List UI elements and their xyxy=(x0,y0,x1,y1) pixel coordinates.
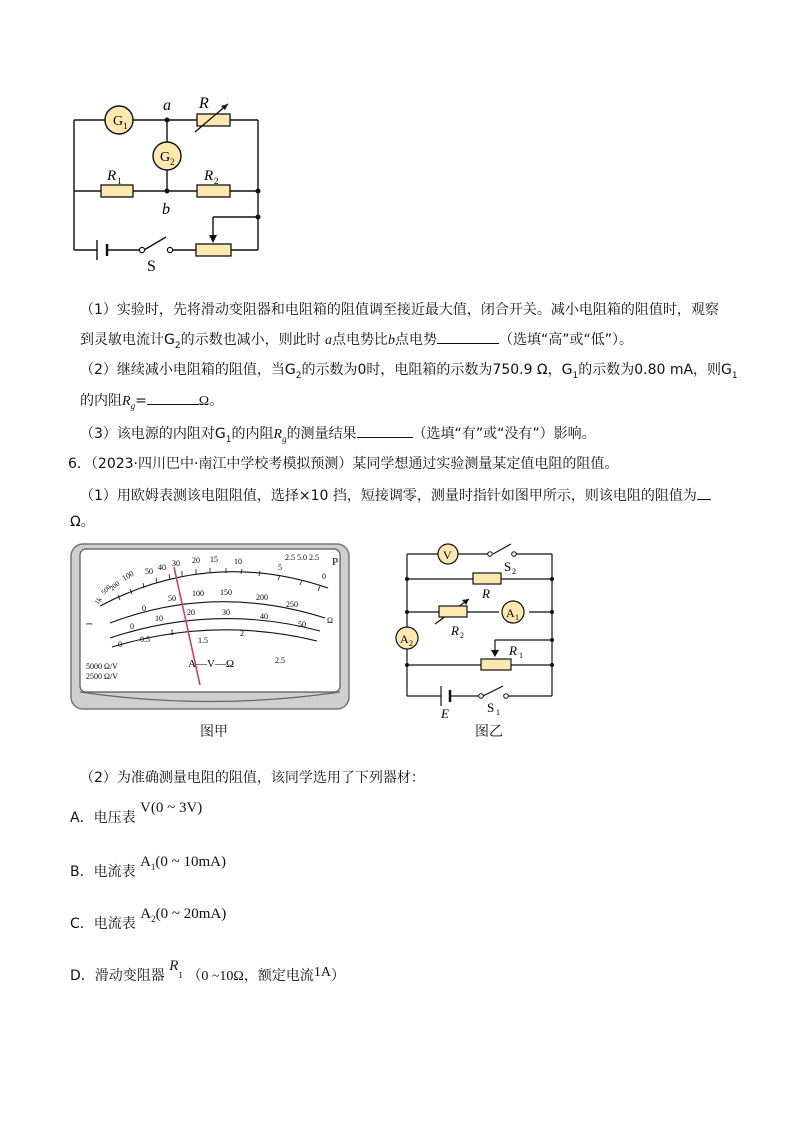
svg-text:0: 0 xyxy=(142,604,146,613)
node-b-label: b xyxy=(162,201,170,218)
svg-text:150: 150 xyxy=(220,588,232,597)
svg-text:2.5 5.0 2.5: 2.5 5.0 2.5 xyxy=(285,553,319,562)
svg-text:2: 2 xyxy=(214,176,219,186)
svg-text:Ω: Ω xyxy=(327,616,333,625)
meter-model: A—V—Ω xyxy=(188,658,235,670)
answer-blank[interactable] xyxy=(697,485,711,500)
circuit-diagram-bridge xyxy=(60,90,280,275)
svg-text:0.5: 0.5 xyxy=(140,635,150,644)
svg-text:1: 1 xyxy=(117,176,122,186)
svg-text:2: 2 xyxy=(240,629,244,638)
g2-label: G xyxy=(160,150,171,165)
q6-part1-unit: Ω。 xyxy=(70,514,95,530)
resistor-r2 xyxy=(197,185,230,197)
svg-text:250: 250 xyxy=(286,600,298,609)
svg-text:R: R xyxy=(482,586,490,601)
svg-text:1: 1 xyxy=(519,651,523,660)
svg-text:10: 10 xyxy=(155,614,163,623)
option-b: B．电流表 $A_1(0$ ~ 10mA) xyxy=(70,854,227,880)
resistor-box-r2 xyxy=(439,606,467,617)
svg-text:100: 100 xyxy=(192,589,204,598)
svg-text:20: 20 xyxy=(187,608,195,617)
svg-text:S: S xyxy=(504,559,512,574)
slide-rheostat-r1 xyxy=(481,659,511,670)
p-label: P xyxy=(332,556,339,568)
node-a-label: a xyxy=(163,97,171,114)
slide-rheostat xyxy=(196,244,231,256)
svg-text:1: 1 xyxy=(170,628,174,637)
option-a: A．电压表 V(0 ~ 3V) xyxy=(70,800,203,826)
svg-text:20: 20 xyxy=(192,556,200,565)
svg-text:2: 2 xyxy=(460,631,464,640)
q2-line2: 的内阻$R_g= \Omega$。 xyxy=(80,390,223,416)
svg-text:30: 30 xyxy=(222,608,230,617)
svg-text:50: 50 xyxy=(145,567,153,576)
svg-text:1.5: 1.5 xyxy=(198,636,208,645)
svg-text:10: 10 xyxy=(234,557,242,566)
option-d: D．滑动变阻器 $R_1$ （0 ~10Ω，额定电流1A） xyxy=(70,958,345,984)
svg-text:A: A xyxy=(506,606,515,620)
option-c: C．电流表 $A_2(0$ ~ 20mA) xyxy=(70,906,227,932)
q6-part2: （2）为准确测量电阻的阻值，该同学选用了下列器材： xyxy=(80,770,425,786)
q6-part1: （1）用欧姆表测该电阻阻值，选择×10 挡，短接调零，测量时指针如图甲所示，则该电阻的阻值为 xyxy=(80,485,711,506)
fig2-caption: 图乙 xyxy=(475,724,503,740)
svg-text:2: 2 xyxy=(512,567,516,576)
svg-text:1: 1 xyxy=(515,613,519,622)
svg-text:0: 0 xyxy=(130,622,134,631)
svg-text:40: 40 xyxy=(260,612,268,621)
svg-text:100: 100 xyxy=(120,568,136,583)
svg-text:40: 40 xyxy=(158,563,166,572)
svg-text:0: 0 xyxy=(118,640,122,649)
r-label: R xyxy=(199,95,209,112)
answer-blank[interactable] xyxy=(437,329,499,344)
svg-text:2: 2 xyxy=(170,157,175,167)
g1-label: G xyxy=(113,114,124,129)
q6-heading: 6．（2023·四川巴中·南江中学校考模拟预测）某同学想通过实验测量某定值电阻的阻值。 xyxy=(68,456,619,472)
q2-line1: （2）继续减小电阻箱的阻值，当$G_2$的示数为0时，电阻箱的示数为750.9 Ω，$G_1$的示数为0.80 mA，则$G_1$ xyxy=(80,362,738,381)
svg-text:50: 50 xyxy=(298,620,306,629)
q3-line: （3）该电源的内阻对$G_1$的内阻$R_g$的测量结果 （选填“有”或“没有”）影响。 xyxy=(80,423,596,450)
resistor-r xyxy=(473,573,501,584)
answer-blank[interactable] xyxy=(147,390,199,405)
svg-text:E: E xyxy=(441,706,449,720)
svg-text:1k: 1k xyxy=(93,595,104,607)
switch-label: S xyxy=(147,258,156,275)
svg-text:1: 1 xyxy=(123,121,128,131)
svg-text:5000 Ω/V: 5000 Ω/V xyxy=(86,662,118,671)
svg-text:R: R xyxy=(451,623,459,638)
svg-text:200: 200 xyxy=(108,579,122,593)
switch-contact xyxy=(167,247,172,252)
circuit-diagram-measurement xyxy=(395,540,565,720)
svg-text:2.5: 2.5 xyxy=(275,656,285,665)
svg-text:50: 50 xyxy=(168,594,176,603)
svg-text:R: R xyxy=(509,643,517,658)
svg-text:1: 1 xyxy=(496,708,500,717)
q1-line2: 到灵敏电流计$G_2$的示数也减小，则此时 a点电势比b点电势 （选填“高”或“低”）。 xyxy=(80,329,633,356)
svg-text:S: S xyxy=(487,700,495,715)
fig1-caption: 图甲 xyxy=(200,724,228,740)
r2-label: R xyxy=(204,168,214,184)
svg-text:⎓: ⎓ xyxy=(86,619,93,628)
answer-blank[interactable] xyxy=(357,423,413,438)
svg-text:V: V xyxy=(443,548,452,562)
q1-line1: （1）实验时，先将滑动变阻器和电阻箱的阻值调至接近最大值，闭合开关。减小电阻箱的阻值时，观察 xyxy=(80,302,719,318)
svg-text:200: 200 xyxy=(256,593,268,602)
svg-text:0: 0 xyxy=(322,572,326,581)
multimeter-dial-figure xyxy=(70,543,350,713)
svg-text:500: 500 xyxy=(99,583,113,597)
svg-text:2: 2 xyxy=(409,639,413,648)
svg-text:A: A xyxy=(400,632,409,646)
resistor-r1 xyxy=(101,185,133,197)
svg-text:5: 5 xyxy=(278,563,282,572)
svg-text:30: 30 xyxy=(172,559,180,568)
switch-contact xyxy=(139,247,144,252)
svg-text:15: 15 xyxy=(210,555,218,564)
r1-label: R xyxy=(107,168,117,184)
svg-text:2500 Ω/V: 2500 Ω/V xyxy=(86,672,118,681)
